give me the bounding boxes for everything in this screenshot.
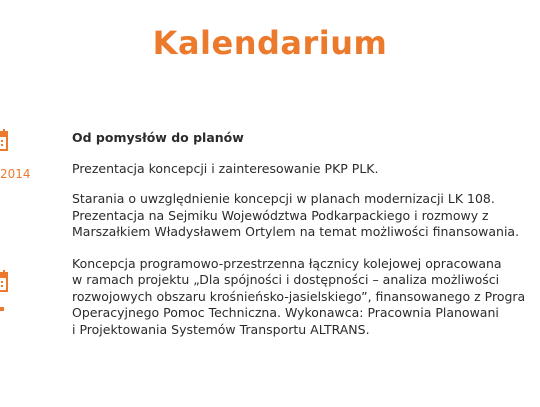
text-line: i Projektowania Systemów Transportu ALTRANS. <box>72 321 370 337</box>
year-label: 2014 <box>0 167 31 181</box>
calendar-icon <box>0 129 8 151</box>
text-line: Starania o uwzględnienie koncepcji w planach modernizacji LK 108. <box>72 191 495 206</box>
text-line: rozwojowych obszaru krośnieńsko-jasielskiego”, finansowanego z Progra <box>72 288 526 304</box>
text-line: Prezentacja na Sejmiku Województwa Podkarpackiego i rozmowy z <box>72 207 489 223</box>
year-marker <box>0 307 4 311</box>
text-line: Marszałkiem Władysławem Ortylem na temat możliwości finansowania. <box>72 224 520 239</box>
timeline-content <box>72 130 540 352</box>
text-line: Operacyjnego Pomoc Techniczna. Wykonawca: Pracownia Planowani <box>72 305 499 320</box>
text-line: Prezentacja koncepcji i zainteresowanie PKP PLK. <box>72 160 379 176</box>
text-line: Koncepcja programowo-przestrzenna łącznicy kolejowej opracowana <box>72 255 502 271</box>
entry-paragraph <box>72 161 540 178</box>
calendar-icon <box>0 270 8 292</box>
entry-heading: Od pomysłów do planów <box>72 130 244 145</box>
entry-paragraph <box>72 191 540 241</box>
page-title: Kalendarium <box>152 24 388 62</box>
entry-paragraph <box>72 256 540 339</box>
text-line: w ramach projektu „Dla spójności i dostępności – analiza możliwości <box>72 272 500 287</box>
